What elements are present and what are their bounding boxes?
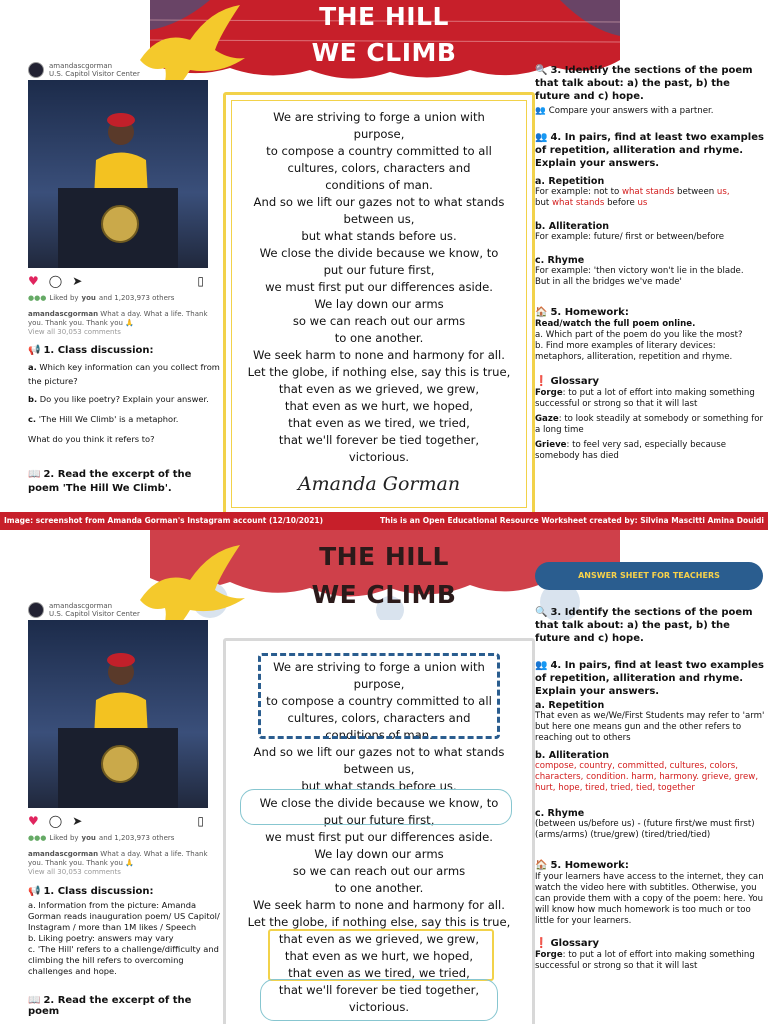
liked-by-count: and 1,203,973 others (98, 294, 175, 302)
poem-frame-teacher (223, 638, 535, 1024)
q1-b: Do you like poetry? Explain your answer. (39, 394, 209, 404)
group-icon-2: 👥 (535, 660, 548, 671)
poem-line: conditions of man. (325, 728, 433, 742)
poem-line: victorious. (348, 1000, 410, 1014)
poem-line: We lay down our arms (314, 297, 444, 311)
poem-line: purpose, (353, 127, 405, 141)
insta-username: amandascgorman (49, 62, 113, 70)
poem-frame (223, 92, 535, 512)
poem-line: conditions of man. (325, 178, 433, 192)
alliteration-example: For example: future/ first or between/before (535, 232, 725, 242)
q4-title: 4. In pairs, find at least two examples of repetition, alliteration and rhyme. Explain your answers. (535, 132, 764, 169)
poem-line: put our future first, (323, 813, 435, 827)
poem-line: We close the divide because we know, to (259, 796, 499, 810)
t-q1-a: a. Information from the picture: Amanda Gorman reads inauguration poem/ US Capitol/ Instagram / more than 1M likes / Speech (28, 900, 220, 932)
past-highlight (258, 653, 500, 739)
magnifier-icon-2: 🔍 (535, 607, 548, 618)
poem-line: that we'll forever be tied together, (278, 433, 480, 447)
poem-line: We seek harm to none and harmony for all. (253, 898, 505, 912)
poem-line: but what stands before us. (301, 779, 457, 793)
caption-text: What a day. What a life. Thank you. Thank you. Thank you 🙏 (28, 310, 208, 327)
house-icon-2: 🏠 (535, 860, 548, 871)
poem-line: that even as we hurt, we hoped, (284, 399, 474, 413)
title-line-2: WE CLIMB (311, 38, 457, 67)
repetition-example: For example: not to what stands between us, but what stands before us (535, 187, 730, 208)
q3-title: 3. Identify the sections of the poem that talk about: a) the past, b) the future and c) hope. (535, 65, 753, 102)
t-q5-text: If your learners have access to the internet, they can watch the video here with subtitles. Otherwise, you can provide them with a copy of the poem: here. You will know how much homework is too much or too little for your learners. (535, 872, 764, 926)
poem-line: to one another. (334, 881, 424, 895)
q5-b: b. Find more examples of literary devices: metaphors, alliteration, repetition and rhyme. (535, 341, 733, 362)
view-comments-link-2[interactable]: View all 30,053 comments (28, 868, 121, 876)
bookmark-icon[interactable]: ▯ (197, 274, 204, 288)
liker-avatars-icon: ●●● (28, 294, 47, 302)
poem-line: We are striving to forge a union with (273, 110, 485, 124)
poem-line: cultures, colors, characters and (287, 711, 471, 725)
t-q5-title: 5. Homework: (550, 860, 629, 871)
group-icon: 👥 (535, 132, 548, 143)
instagram-post (28, 60, 218, 336)
glossary-title: Glossary (550, 376, 600, 387)
t-q1-b: b. Liking poetry: answers may vary (28, 933, 174, 943)
teacher-answer-sheet (0, 530, 768, 1024)
exclamation-icon-2: ❗ (535, 938, 548, 949)
image-credit: Image: screenshot from Amanda Gorman's Instagram account (12/10/2021) (4, 516, 324, 525)
poem-line: between us, (343, 212, 415, 226)
q2-title: 2. Read the excerpt of the poem 'The Hill We Climb'. (28, 469, 192, 494)
victory-highlight (260, 979, 498, 1021)
poem-line: that we'll forever be tied together, (278, 983, 480, 997)
rhyme-example-1: For example: 'then victory won't lie in the blade. (535, 266, 744, 276)
view-comments-link[interactable]: View all 30,053 comments (28, 328, 121, 336)
poem-line: We are striving to forge a union with (273, 660, 485, 674)
poem-line: that even as we grieved, we grew, (278, 382, 480, 396)
q5-sub: Read/watch the full poem online. (535, 319, 696, 329)
class-discussion-answers (28, 886, 222, 1017)
q1-title: 1. Class discussion: (43, 345, 154, 356)
t-glossary-title: Glossary (550, 938, 600, 949)
share-icon[interactable]: ➤ (72, 274, 83, 288)
poem-line: so we can reach out our arms (292, 314, 466, 328)
q3-note: Compare your answers with a partner. (548, 106, 714, 116)
pair-icon: 👥 (535, 106, 546, 116)
right-column: 🔍 3. Identify the sections of the poem that talk about: a) the past, b) the future and c) hope. 👥 Compare your answers with a partner. 👥 4. In pairs, find at least two examples of repetition, alliteration and rhyme. Explain your answers. a. Repetition For example: not to what stands between us, but what stands before us b. Alliteration For example: future/ first or between/before c. Rhyme For example: 'then victory won't lie in the blade. But in all the bridges we've made' 🏠 5. Homework: Read/watch the full poem online. a. Which part of the poem do you like the most? b. Find more examples of literary devices: metaphors, alliteration, repetition and rhyme. ❗ Glossary Forge: to put a lot of effort into making something successful or strong so that it will last Gaze: to look steadily at somebody or something for a long time Grieve: to feel very sad, especially because somebody has died (535, 64, 767, 462)
t-rhyme-text: (between us/before us) - (future first/we must first) (arms/arms) (true/grew) (tired/tried/tied) (535, 819, 755, 840)
share-icon-2[interactable]: ➤ (72, 814, 83, 828)
footer-credits (0, 512, 768, 530)
poem-line: to one another. (334, 331, 424, 345)
poem-line: that even as we hurt, we hoped, (284, 949, 474, 963)
author-credit: This is an Open Educational Resource Worksheet created by: Silvina Mascitti Amina Douidi (379, 516, 764, 525)
signature: Amanda Gorman (297, 473, 461, 495)
gorman-photo (28, 80, 208, 268)
answer-sheet-banner: ANSWER SHEET FOR TEACHERS (535, 562, 763, 590)
house-icon: 🏠 (535, 307, 548, 318)
t-q1-title: 1. Class discussion: (43, 886, 154, 897)
comment-icon-2[interactable]: ◯ (48, 814, 63, 828)
t-q2-title: 2. Read the excerpt of the poem (28, 995, 192, 1017)
t-repetition-title: a. Repetition (535, 700, 605, 711)
poem-line: but what stands before us. (301, 229, 457, 243)
q5-title: 5. Homework: (550, 307, 629, 318)
liked-by-you: you (81, 294, 96, 302)
poem-line: We lay down our arms (314, 847, 444, 861)
poem-line: victorious. (348, 450, 410, 464)
megaphone-icon-2: 📢 (28, 886, 41, 897)
heart-icon-2[interactable]: ♥ (28, 814, 39, 828)
poem-line: And so we lift our gazes not to what stands (253, 195, 505, 209)
repetition-title: a. Repetition (535, 176, 605, 187)
poem-line: to compose a country committed to all (266, 144, 492, 158)
t-q4-title: 4. In pairs, find at least two examples of repetition, alliteration and rhyme. Explain your answers. (535, 660, 764, 697)
bookmark-icon-2[interactable]: ▯ (197, 814, 204, 828)
poem-line: that even as we grieved, we grew, (278, 932, 480, 946)
avatar (28, 62, 44, 78)
megaphone-icon: 📢 (28, 345, 41, 356)
book-icon-2: 📖 (28, 995, 41, 1006)
insta-location: U.S. Capitol Visitor Center (49, 70, 140, 78)
poem-line: Let the globe, if nothing else, say this is true, (247, 915, 511, 929)
title-line-1-teacher: THE HILL (319, 542, 449, 571)
poem-line: Let the globe, if nothing else, say this is true, (247, 365, 511, 379)
poem-line: we must first put our differences aside. (265, 280, 493, 294)
future-highlight (240, 789, 512, 825)
poem-line: We close the divide because we know, to (259, 246, 499, 260)
q1-a: Which key information can you collect from the picture? (28, 362, 220, 386)
gorman-photo-2 (28, 620, 208, 808)
poem-text (226, 109, 532, 466)
alliteration-title: b. Alliteration (535, 221, 610, 232)
q5-a: a. Which part of the poem do you like the most? (535, 330, 743, 340)
poem-line: we must first put our differences aside. (265, 830, 493, 844)
class-discussion-section: 📢 1. Class discussion: a. Which key information can you collect from the picture? b. Do you like poetry? Explain your answer. c. 'The Hill We Climb' is a metaphor. What do you think it refers to? 📖 2. Read the excerpt of the poem 'The Hill We Climb'. (28, 344, 222, 496)
insta-location-2: U.S. Capitol Visitor Center (49, 610, 140, 618)
q1-c: 'The Hill We Climb' is a metaphor. (38, 414, 179, 424)
exclamation-icon: ❗ (535, 376, 548, 387)
poem-line: so we can reach out our arms (292, 864, 466, 878)
poem-line: that even as we tired, we tried, (288, 966, 470, 980)
t-alliteration-title: b. Alliteration (535, 750, 610, 761)
title-line-1: THE HILL (319, 2, 449, 31)
comment-icon[interactable]: ◯ (48, 274, 63, 288)
poem-line: between us, (343, 762, 415, 776)
poem-line: purpose, (353, 677, 405, 691)
poem-line: And so we lift our gazes not to what stands (253, 745, 505, 759)
hope-highlight (268, 929, 494, 981)
rhyme-example-2: But in all the bridges we've made' (535, 277, 682, 287)
insta-username-2: amandascgorman (49, 602, 113, 610)
book-icon: 📖 (28, 469, 41, 480)
rhyme-title: c. Rhyme (535, 255, 585, 266)
instagram-post-teacher: amandascgorman U.S. Capitol Visitor Center ♥ ◯ ➤ ▯ ●●● Liked by you and 1,203,973 others amandascgorman What a day. What a life. Thank you. Thank you. Thank you 🙏 View all 30,053 comments (28, 600, 218, 876)
caption-user: amandascgorman (28, 310, 99, 318)
poem-line: We seek harm to none and harmony for all. (253, 348, 505, 362)
poem-line: to compose a country committed to all (266, 694, 492, 708)
t-q3-title: 3. Identify the sections of the poem that talk about: a) the past, b) the future and c) hope. (535, 607, 753, 644)
heart-icon[interactable]: ♥ (28, 274, 39, 288)
poem-line: that even as we tired, we tried, (288, 416, 470, 430)
t-rhyme-title: c. Rhyme (535, 808, 585, 819)
t-alliteration-text: compose, country, committed, cultures, colors, characters, condition. harm, harmony. grieve, grew, hurt, hope, tired, tried, tied, together (535, 761, 759, 793)
liked-by-label: Liked by (49, 294, 79, 302)
title-line-2-teacher: WE CLIMB (311, 580, 457, 609)
poem-line: put our future first, (323, 263, 435, 277)
right-column-teacher: 🔍 3. Identify the sections of the poem that talk about: a) the past, b) the future and c) hope. 👥 4. In pairs, find at least two examples of repetition, alliteration and rhyme. Explain your answers. a. Repetition That even as we/We/First Students may refer to 'arm' but here one means gun and the other refers to reaching out to others b. Alliteration compose, country, committed, cultures, colors, characters, condition. harm, harmony. grieve, grew, hurt, hope, tired, tried, tied, together c. Rhyme (between us/before us) - (future first/we must first) (arms/arms) (true/grew) (tired/tried/tied) 🏠 5. Homework: If your learners have access to the internet, they can watch the video here with subtitles. Otherwise, you can provide them with a copy of the poem: here. You will know how much homework is too much or too little for your learners. ❗ Glossary Forge: to put a lot of effort into making something successful or strong so that it will last (535, 606, 767, 972)
magnifier-icon: 🔍 (535, 65, 548, 76)
t-repetition-text: That even as we/We/First Students may refer to 'arm' but here one means gun and the other refers to reaching out to others (535, 711, 765, 743)
t-q1-c: c. 'The Hill' refers to a challenge/difficulty and climbing the hill refers to overcoming challenges and hope. (28, 944, 219, 976)
q1-d: What do you think it refers to? (28, 434, 155, 444)
poem-line: cultures, colors, characters and (287, 161, 471, 175)
